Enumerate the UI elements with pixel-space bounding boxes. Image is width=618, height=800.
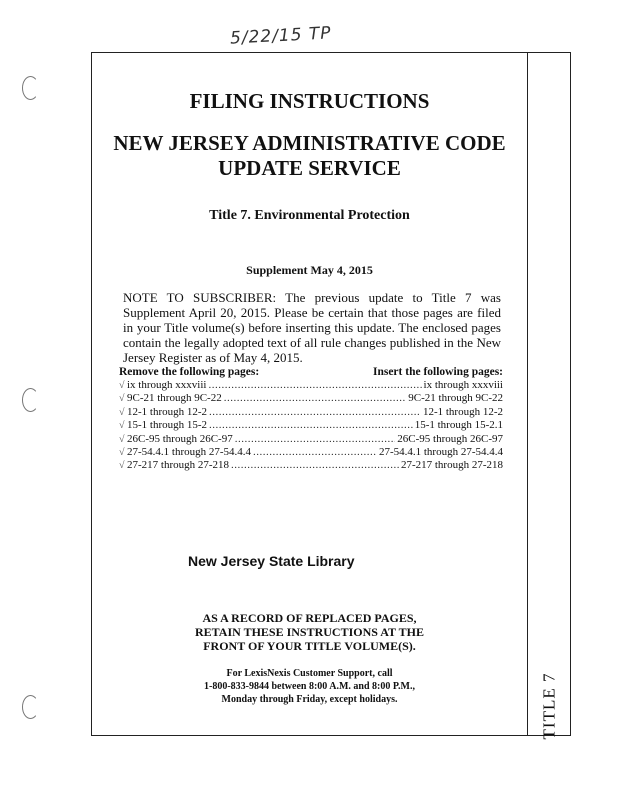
code-title-line1: NEW JERSEY ADMINISTRATIVE CODE: [113, 131, 506, 155]
filing-instructions-title: FILING INSTRUCTIONS: [189, 89, 430, 113]
punch-hole-middle: [22, 388, 39, 412]
subscriber-note: NOTE TO SUBSCRIBER: The previous update to Title 7 was Supplement April 20, 2015. Please be certain that those pages are filed in your Title volume(s) before inserting this update. The enclosed pages contain the legally adopted text of all rule changes published in the New Jersey Register as of May 4, 2015.: [123, 290, 501, 365]
code-title: [92, 131, 527, 181]
page-row: [119, 446, 503, 459]
check-mark-icon: √: [119, 447, 125, 459]
remove-pages: 26C-95 through 26C-97: [127, 432, 233, 445]
library-stamp: New Jersey State Library: [188, 553, 355, 569]
page-row: [119, 419, 503, 432]
remove-pages: 9C-21 through 9C-22: [127, 392, 222, 405]
insert-header: Insert the following pages:: [372, 366, 503, 378]
insert-pages: 27-217 through 27-218: [400, 459, 503, 472]
support-line3: Monday through Friday, except holidays.: [221, 694, 398, 705]
leader-dots: [209, 406, 421, 419]
title-tab: [528, 651, 570, 761]
customer-support: [92, 667, 527, 706]
remove-pages: 15-1 through 15-2: [127, 419, 208, 432]
insert-pages: ix through xxxviii: [423, 379, 503, 391]
remove-header: Remove the following pages:: [119, 366, 260, 378]
remove-pages: ix through xxxviii: [127, 379, 207, 391]
leader-dots: [209, 419, 413, 432]
retain-line1: AS A RECORD OF REPLACED PAGES,: [202, 611, 417, 625]
page-row: [119, 433, 503, 446]
title-subject: Title 7. Environmental Protection: [209, 208, 410, 223]
remove-pages: 12-1 through 12-2: [127, 405, 208, 418]
check-mark-icon: √: [119, 406, 125, 418]
remove-pages: 27-54.4.1 through 27-54.4.4: [127, 446, 252, 459]
supplement-date: Supplement May 4, 2015: [246, 263, 373, 277]
remove-pages: 27-217 through 27-218: [127, 459, 230, 472]
title-tab-label: TITLE 7: [539, 672, 559, 740]
page-row: [119, 459, 503, 472]
insert-pages: 26C-95 through 26C-97: [397, 432, 503, 445]
support-line1: For LexisNexis Customer Support, call: [226, 668, 393, 679]
check-mark-icon: √: [119, 393, 125, 405]
page-row: [119, 379, 503, 392]
page-instructions-header: [119, 366, 503, 379]
retain-line2: RETAIN THESE INSTRUCTIONS AT THE: [195, 625, 424, 639]
page-instructions: [119, 366, 503, 473]
code-title-line2: UPDATE SERVICE: [218, 156, 401, 180]
leader-dots: [231, 459, 399, 472]
check-mark-icon: √: [119, 460, 125, 472]
support-line2: 1-800-833-9844 between 8:00 A.M. and 8:00 P.M.,: [203, 681, 415, 692]
insert-pages: 12-1 through 12-2: [422, 405, 503, 418]
insert-pages: 15-1 through 15-2.1: [414, 419, 503, 432]
leader-dots: [224, 392, 407, 405]
page-row: [119, 406, 503, 419]
leader-dots: [253, 446, 377, 459]
handwritten-date-note: 5/22/15 TP: [229, 23, 333, 49]
insert-pages: 27-54.4.1 through 27-54.4.4: [378, 446, 503, 459]
punch-hole-top: [22, 76, 39, 100]
page-row: [119, 392, 503, 405]
insert-pages: 9C-21 through 9C-22: [408, 392, 503, 405]
check-mark-icon: √: [119, 433, 125, 445]
punch-hole-bottom: [22, 695, 39, 719]
document-frame: [91, 52, 571, 740]
leader-dots: [208, 379, 421, 392]
tab-divider: [527, 53, 528, 735]
check-mark-icon: √: [119, 380, 125, 391]
retain-line3: FRONT OF YOUR TITLE VOLUME(S).: [203, 639, 416, 653]
leader-dots: [235, 433, 396, 446]
check-mark-icon: √: [119, 420, 125, 432]
retain-notice: [92, 611, 527, 653]
